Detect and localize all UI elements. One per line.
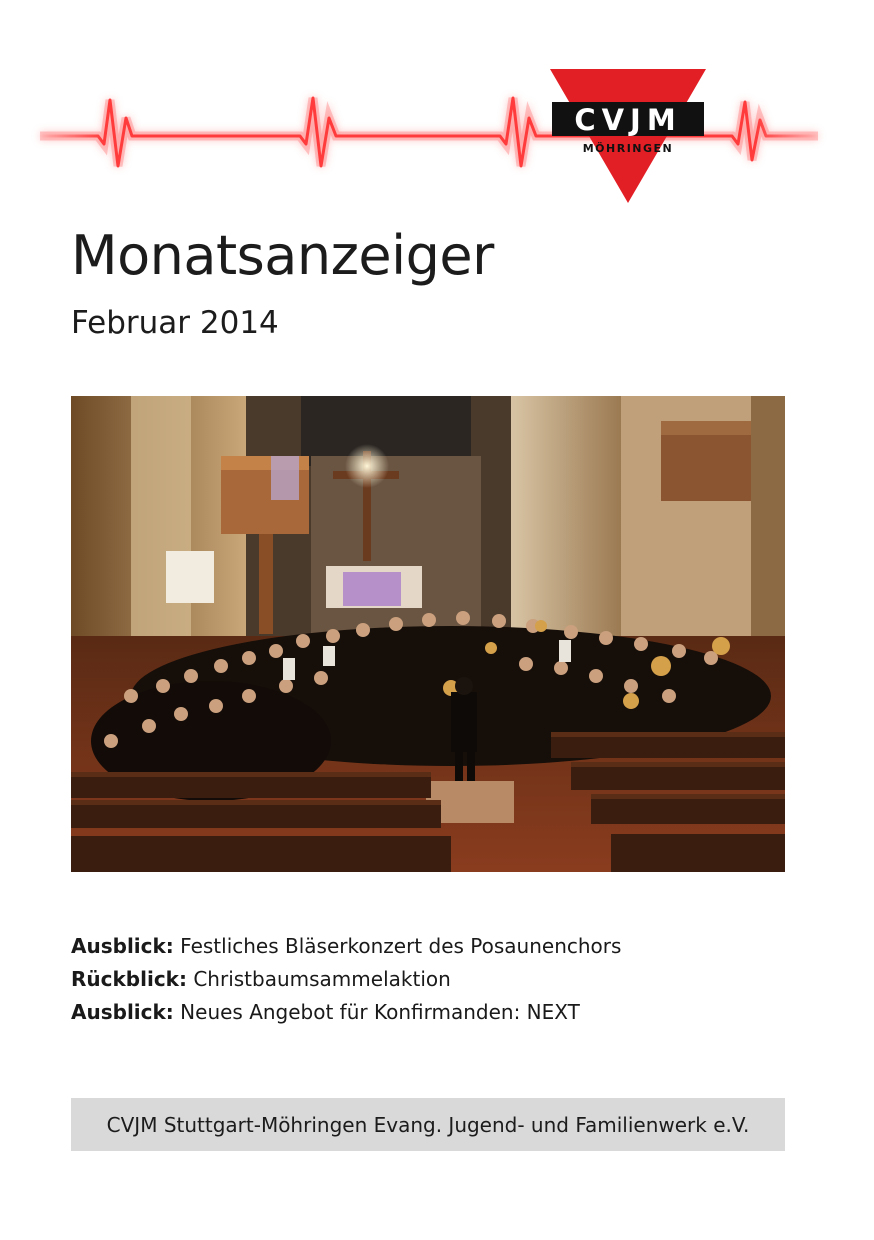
teaser-item — [71, 996, 801, 1029]
footer-text: CVJM Stuttgart-Möhringen Evang. Jugend- und Familienwerk e.V. — [106, 1112, 750, 1137]
teaser-list — [71, 930, 801, 1029]
header-logo-area — [0, 60, 874, 220]
teaser-item — [71, 930, 801, 963]
footer-organization — [71, 1098, 785, 1151]
teaser-text: Neues Angebot für Konfirmanden: NEXT — [180, 1000, 580, 1024]
teaser-label: Ausblick: — [71, 934, 174, 958]
teaser-item — [71, 963, 801, 996]
logo-text: CVJM — [574, 103, 682, 137]
cover-photo — [71, 396, 785, 872]
logo-subtext: MÖHRINGEN — [582, 142, 674, 155]
teaser-label: Rückblick: — [71, 967, 187, 991]
teaser-text: Christbaumsammelaktion — [193, 967, 451, 991]
heartbeat-logo — [0, 60, 874, 220]
page-title: Monatsanzeiger — [71, 224, 494, 287]
issue-date: Februar 2014 — [71, 305, 279, 341]
church-concert-photo — [71, 396, 785, 872]
teaser-text: Festliches Bläserkonzert des Posaunenchors — [180, 934, 622, 958]
teaser-label: Ausblick: — [71, 1000, 174, 1024]
